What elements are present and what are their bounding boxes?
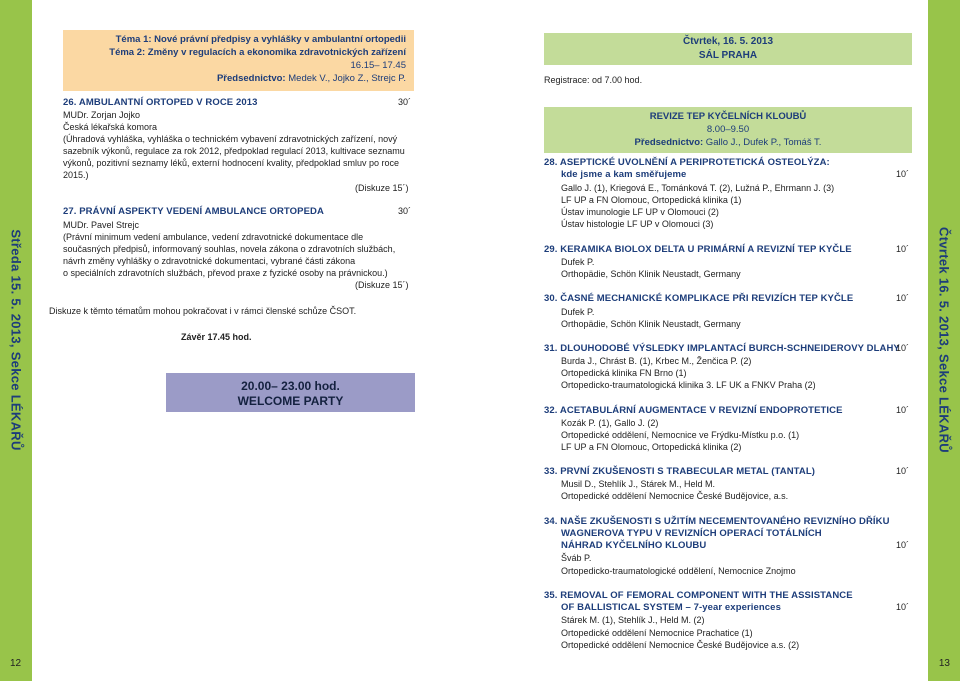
talk-33-duration: 10´ xyxy=(896,466,910,476)
session-box xyxy=(544,107,912,153)
talk-34-title-cont: WAGNEROVA TYPU V REVIZNÍCH OPERACÍ TOTÁLNÍCH xyxy=(561,528,822,539)
talk-28-line: Ústav histologie LF UP v Olomouci (3) xyxy=(561,219,714,229)
talk-26-discussion: (Diskuze 15´) xyxy=(355,183,409,193)
talk-31-line: Ortopedická klinika FN Brno (1) xyxy=(561,368,687,378)
talk-26-line: 2015.) xyxy=(63,170,89,180)
theme-2: Téma 2: Změny v regulacích a ekonomika zdravotnických zařízení xyxy=(109,47,406,58)
session-time: 8.00–9.50 xyxy=(706,124,750,135)
talk-27-line: MUDr. Pavel Strejc xyxy=(63,220,140,230)
talk-32-duration: 10´ xyxy=(896,405,910,415)
talk-26-line: (Úhradová vyhláška, vyhláška o technickém vybavení zdravotnických zařízení, nový xyxy=(63,134,398,144)
talk-31-line: Burda J., Chrást B. (1), Krbec M., Ženčica P. (2) xyxy=(561,356,752,366)
talk-34-line: Ortopedicko-traumatologické oddělení, Nemocnice Znojmo xyxy=(561,566,796,576)
talk-27-duration: 30´ xyxy=(398,206,412,216)
talk-31-duration: 10´ xyxy=(896,343,910,353)
day-hall-box xyxy=(544,33,912,65)
talk-30-title: 30. ČASNÉ MECHANICKÉ KOMPLIKACE PŘI REVIZÍCH TEP KYČLE xyxy=(544,293,854,304)
talk-27-line: návrh změny vyhlášky o zdravotnické dokumentaci, vybrané části zákona xyxy=(63,256,356,266)
talk-30-duration: 10´ xyxy=(896,293,910,303)
talk-26-line: sazebník výkonů, regulace za rok 2012, předpoklad regulací 2013, kultivace seznamu xyxy=(63,146,405,156)
party-time: 20.00– 23.00 hod. xyxy=(241,379,340,393)
talk-32-line: LF UP a FN Olomouc, Ortopedická klinika (2) xyxy=(561,442,742,452)
talk-34-line: Šváb P. xyxy=(561,553,592,563)
talk-29-duration: 10´ xyxy=(896,244,910,254)
session-time: 16.15– 17.45 xyxy=(350,60,406,71)
left-side-label: Středa 15. 5. 2013, Sekce LÉKAŘŮ xyxy=(8,229,24,451)
talk-28-title-cont: kde jsme a kam směřujeme xyxy=(561,169,687,180)
talk-27-line: (Právní minimum vedení ambulance, vedení zdravotnické dokumentace dle xyxy=(63,232,364,242)
session-end: Závěr 17.45 hod. xyxy=(181,332,252,342)
talk-32-title: 32. ACETABULÁRNÍ AUGMENTACE V REVIZNÍ ENDOPROTETICE xyxy=(544,405,843,416)
talk-34-duration: 10´ xyxy=(896,540,910,550)
talk-34-title: 34. NAŠE ZKUŠENOSTI S UŽITÍM NECEMENTOVANÉHO REVIZNÍHO DŘÍKU xyxy=(544,516,890,527)
talk-34-title-cont: NÁHRAD KYČELNÍHO KLOUBU xyxy=(561,540,707,551)
talk-28-line: Gallo J. (1), Kriegová E., Tománková T. (2), Lužná P., Ehrmann J. (3) xyxy=(561,183,835,193)
talk-28-title: 28. ASEPTICKÉ UVOLNĚNÍ A PERIPROTETICKÁ OSTEOLÝZA: xyxy=(544,157,830,168)
talk-28-line: LF UP a FN Olomouc, Ortopedická klinika (1) xyxy=(561,195,742,205)
talk-26-line: výkonů, pozitivní seznamy léků, externí hodnocení kvality, předpoklad smluv po roce xyxy=(63,158,400,168)
hall-label: SÁL PRAHA xyxy=(698,50,758,61)
talk-27-line: současných předpisů, informovaný souhlas, novela zákona o zdravotních službách, xyxy=(63,244,396,254)
talk-35-line: Ortopedické oddělení Nemocnice České Budějovice a.s. (2) xyxy=(561,640,800,650)
talk-35-line: Ortopedické oddělení Nemocnice Prachatice (1) xyxy=(561,628,753,638)
welcome-party-box xyxy=(166,373,415,412)
talk-33-title: 33. PRVNÍ ZKUŠENOSTI S TRABECULAR METAL (TANTAL) xyxy=(544,466,815,477)
talk-28-duration: 10´ xyxy=(896,169,910,179)
talk-31-title: 31. DLOUHODOBÉ VÝSLEDKY IMPLANTACÍ BURCH-SCHNEIDEROVY DLAHY xyxy=(544,343,900,354)
day-label: Čtvrtek, 16. 5. 2013 xyxy=(682,36,774,47)
talk-30-line: Dufek P. xyxy=(561,307,595,317)
talk-30-line: Orthopädie, Schön Klinik Neustadt, Germany xyxy=(561,319,741,329)
closing-discussion: Diskuze k těmto tématům mohou pokračovat i v rámci členské schůze ČSOT. xyxy=(49,306,357,316)
session-header-box xyxy=(63,30,414,91)
talk-29-line: Dufek P. xyxy=(561,257,595,267)
talk-27-title: 27. PRÁVNÍ ASPEKTY VEDENÍ AMBULANCE ORTOPEDA xyxy=(63,206,324,217)
left-side-strip xyxy=(0,0,32,681)
talk-32-line: Kozák P. (1), Gallo J. (2) xyxy=(561,418,659,428)
talk-29-title: 29. KERAMIKA BIOLOX DELTA U PRIMÁRNÍ A REVIZNÍ TEP KYČLE xyxy=(544,244,852,255)
talk-32-line: Ortopedické oddělení, Nemocnice ve Frýdku-Místku p.o. (1) xyxy=(561,430,800,440)
session-title: REVIZE TEP KYČELNÍCH KLOUBŮ xyxy=(649,111,807,122)
party-name: WELCOME PARTY xyxy=(237,394,344,408)
talk-26-line: Česká lékařská komora xyxy=(63,122,158,132)
talk-35-title-cont: OF BALLISTICAL SYSTEM – 7-year experiences xyxy=(561,602,781,613)
theme-1: Téma 1: Nové právní předpisy a vyhlášky v ambulantní ortopedii xyxy=(115,34,406,45)
right-side-label: Čtvrtek 16. 5. 2013, Sekce LÉKAŘŮ xyxy=(936,227,952,453)
talk-35-title: 35. REMOVAL OF FEMORAL COMPONENT WITH THE ASSISTANCE xyxy=(544,590,853,601)
right-side-strip xyxy=(928,0,960,681)
talk-29-line: Orthopädie, Schön Klinik Neustadt, Germany xyxy=(561,269,741,279)
talk-26-line: MUDr. Zorjan Jojko xyxy=(63,110,141,120)
talk-35-duration: 10´ xyxy=(896,602,910,612)
session-chair: Předsednictvo: Gallo J., Dufek P., Tomáš T. xyxy=(634,137,822,148)
talk-26-duration: 30´ xyxy=(398,97,412,107)
page-number-right: 13 xyxy=(938,658,950,669)
session-chair: Předsednictvo: Medek V., Jojko Z., Strejc P. xyxy=(216,73,406,84)
talk-27-discussion: (Diskuze 15´) xyxy=(355,280,409,290)
talk-33-line: Musil D., Stehlík J., Stárek M., Held M. xyxy=(561,479,716,489)
talk-28-line: Ústav imunologie LF UP v Olomouci (2) xyxy=(561,207,719,217)
talk-26-title: 26. AMBULANTNÍ ORTOPED V ROCE 2013 xyxy=(63,97,258,108)
talk-35-line: Stárek M. (1), Stehlík J., Held M. (2) xyxy=(561,615,705,625)
talk-27-line: o speciálních zdravotních službách, převod praxe z fyzické osoby na právnickou.) xyxy=(63,268,388,278)
talk-33-line: Ortopedické oddělení Nemocnice České Budějovice, a.s. xyxy=(561,491,789,501)
registration: Registrace: od 7.00 hod. xyxy=(544,75,643,85)
talk-31-line: Ortopedicko-traumatologická klinika 3. LF UK a FNKV Praha (2) xyxy=(561,380,816,390)
page-number-left: 12 xyxy=(10,658,22,669)
